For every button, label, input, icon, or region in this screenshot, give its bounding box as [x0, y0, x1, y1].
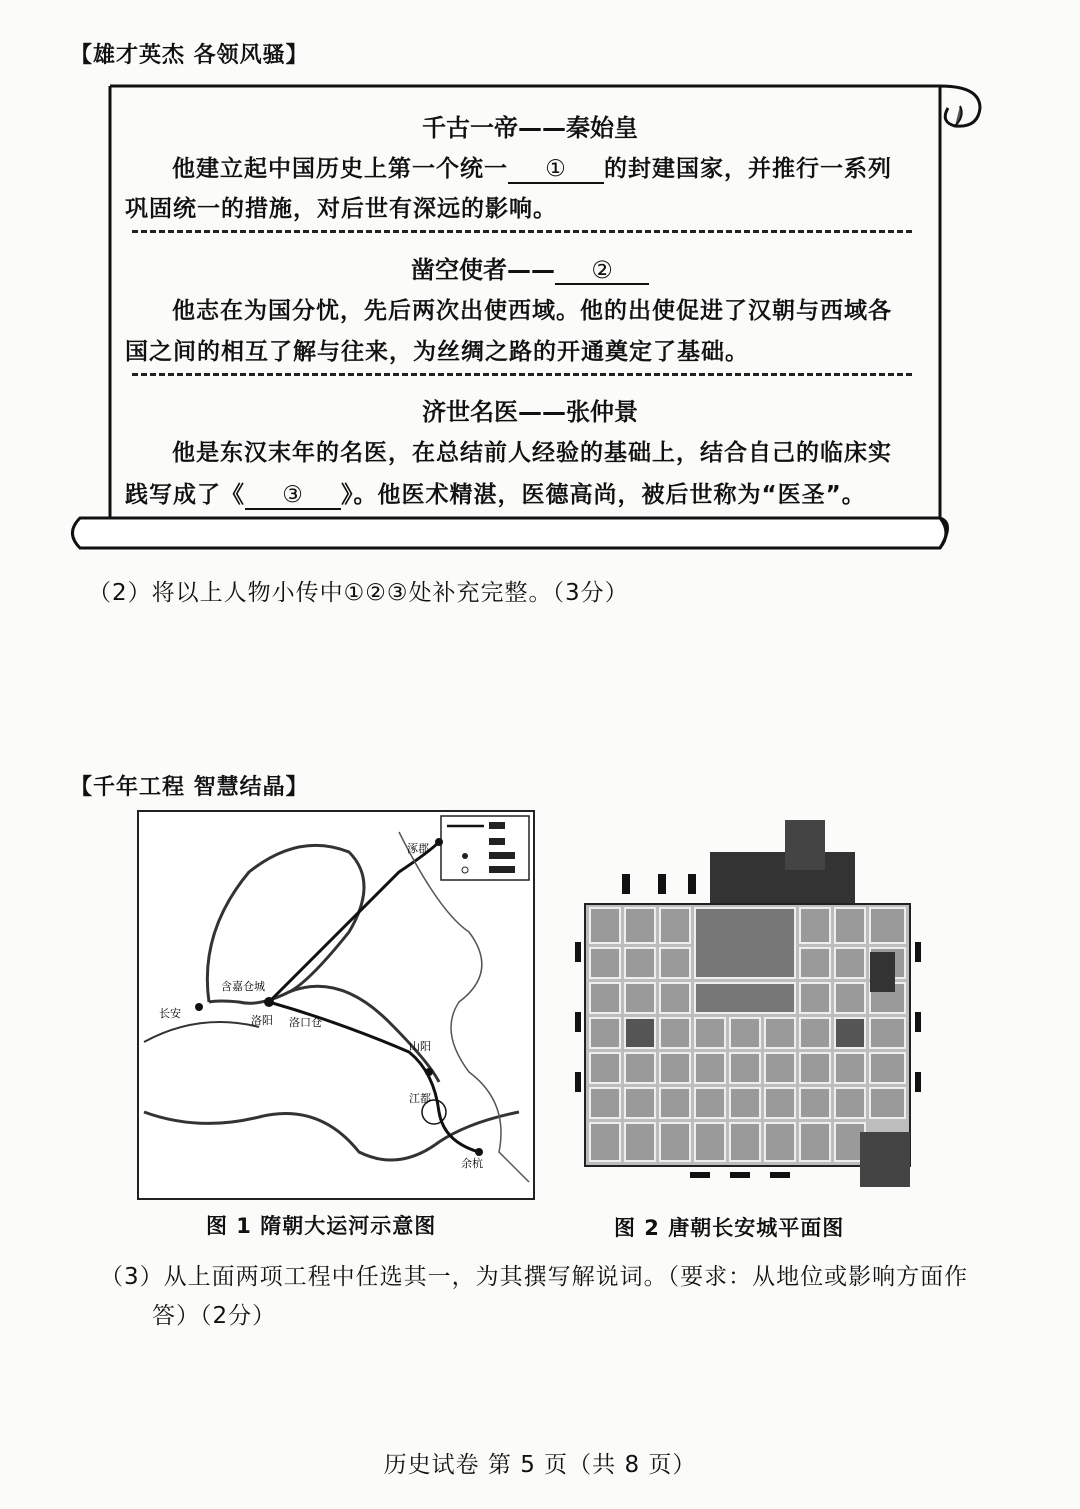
bio-qin-text-b: 的封建国家，并推行一系列 — [604, 156, 892, 182]
map-label-luoyang: 洛阳 — [251, 1014, 273, 1027]
blank-3: ③ — [245, 483, 341, 510]
bio-zzj-text-b: 》。他医术精湛，医德高尚，被后世称为“医圣”。 — [341, 482, 866, 508]
section-title-heroes: 【雄才英杰 各领风骚】 — [70, 43, 309, 68]
bio-zhang-line2: 国之间的相互了解与往来，为丝绸之路的开通奠定了基础。 — [125, 339, 749, 365]
section-title-projects: 【千年工程 智慧结晶】 — [70, 775, 309, 800]
divider — [132, 373, 912, 376]
bio-qin-line1 — [172, 150, 892, 184]
bio-zhang-heading-text: 凿空使者—— — [411, 256, 555, 284]
figure2-caption: 图 2 唐朝长安城平面图 — [614, 1216, 845, 1240]
bio-qin-text-a: 他建立起中国历史上第一个统一 — [172, 156, 508, 182]
map-label-changan: 长安 — [159, 1007, 181, 1020]
map-label-hanjia: 含嘉仓城 — [221, 980, 265, 993]
question-2: （2）将以上人物小传中①②③处补充完整。（3分） — [88, 580, 629, 606]
bio-zhang-line1: 他志在为国分忧，先后两次出使西域。他的出使促进了汉朝与西域各 — [172, 298, 892, 324]
bio-zzj-line2 — [125, 476, 866, 510]
map-label-shanyang: 山阳 — [409, 1040, 431, 1053]
divider — [132, 230, 912, 233]
map-label-yuhang: 余杭 — [461, 1157, 483, 1170]
question-3-line1: （3）从上面两项工程中任选其一，为其撰写解说词。（要求：从地位或影响方面作 — [100, 1264, 969, 1290]
figure1-caption: 图 1 隋朝大运河示意图 — [206, 1214, 437, 1238]
bio-zzj-text-a: 践写成了《 — [125, 482, 245, 508]
map-label-zhuojun: 涿郡 — [407, 842, 429, 855]
blank-1: ① — [508, 157, 604, 184]
figure-grand-canal-map — [137, 810, 535, 1200]
page-footer: 历史试卷 第 5 页（共 8 页） — [383, 1452, 697, 1478]
canal-map-drawing — [139, 812, 533, 1198]
bio-qin-line2: 巩固统一的措施，对后世有深远的影响。 — [125, 196, 557, 222]
bio-heading-qinshihuang: 千古一帝——秦始皇 — [422, 114, 638, 142]
map-label-jiangdu: 江都 — [409, 1092, 431, 1105]
figure-changan-plan — [570, 812, 930, 1196]
bio-zzj-line1: 他是东汉末年的名医，在总结前人经验的基础上，结合自己的临床实 — [172, 440, 892, 466]
bio-heading-zhangqian — [120, 250, 940, 285]
map-label-luokou: 洛口仓 — [289, 1016, 322, 1029]
blank-2: ② — [555, 257, 649, 285]
bio-heading-zhangzhongjing: 济世名医——张仲景 — [422, 398, 638, 426]
changan-plan-drawing — [570, 812, 930, 1196]
question-3-line2: 答）（2分） — [152, 1303, 277, 1329]
